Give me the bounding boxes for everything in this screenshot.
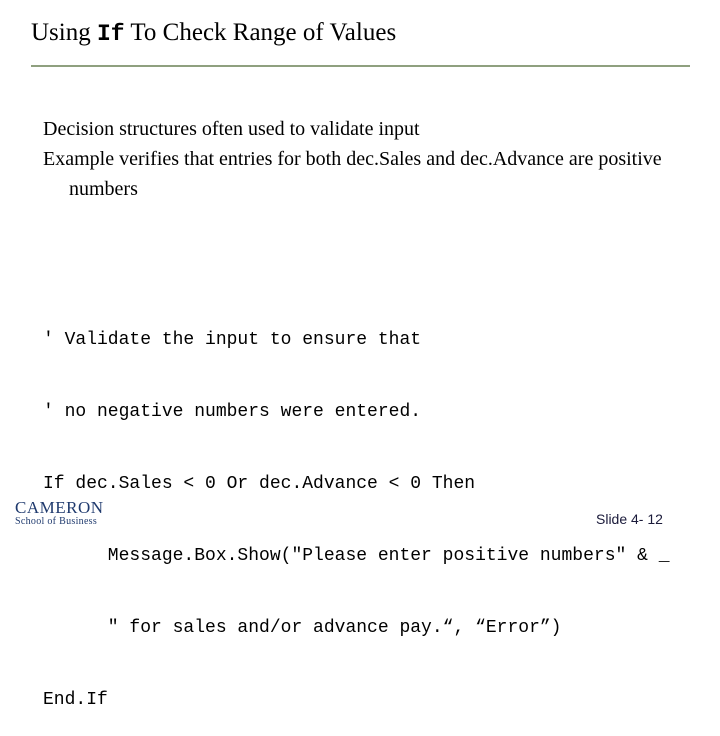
bullet-item: Example verifies that entries for both dec.Sales and dec.Advance are positive numbers <box>43 148 662 200</box>
code-line: If dec.Sales < 0 Or dec.Advance < 0 Then <box>43 474 476 494</box>
code-line: ' Validate the input to ensure that <box>43 330 422 350</box>
code-line: Message.Box.Show("Please enter positive numbers" & _ <box>43 546 670 566</box>
code-block <box>43 280 670 736</box>
slide-number: Slide 4- 12 <box>596 511 663 527</box>
logo-subtitle: School of Business <box>15 516 98 527</box>
slide-title <box>31 16 396 51</box>
code-line: " for sales and/or advance pay.“, “Error”) <box>43 618 562 638</box>
code-line: End.If <box>43 690 108 710</box>
bullet-list <box>43 114 703 204</box>
title-suffix: To Check Range of Values <box>124 19 397 46</box>
title-divider <box>31 65 690 67</box>
school-logo <box>15 499 104 528</box>
bullet-item: Decision structures often used to validate input <box>43 118 420 140</box>
title-prefix: Using <box>31 19 97 46</box>
title-keyword: If <box>96 21 125 47</box>
logo-name: CAMERON <box>15 498 104 517</box>
code-line: ' no negative numbers were entered. <box>43 402 422 422</box>
